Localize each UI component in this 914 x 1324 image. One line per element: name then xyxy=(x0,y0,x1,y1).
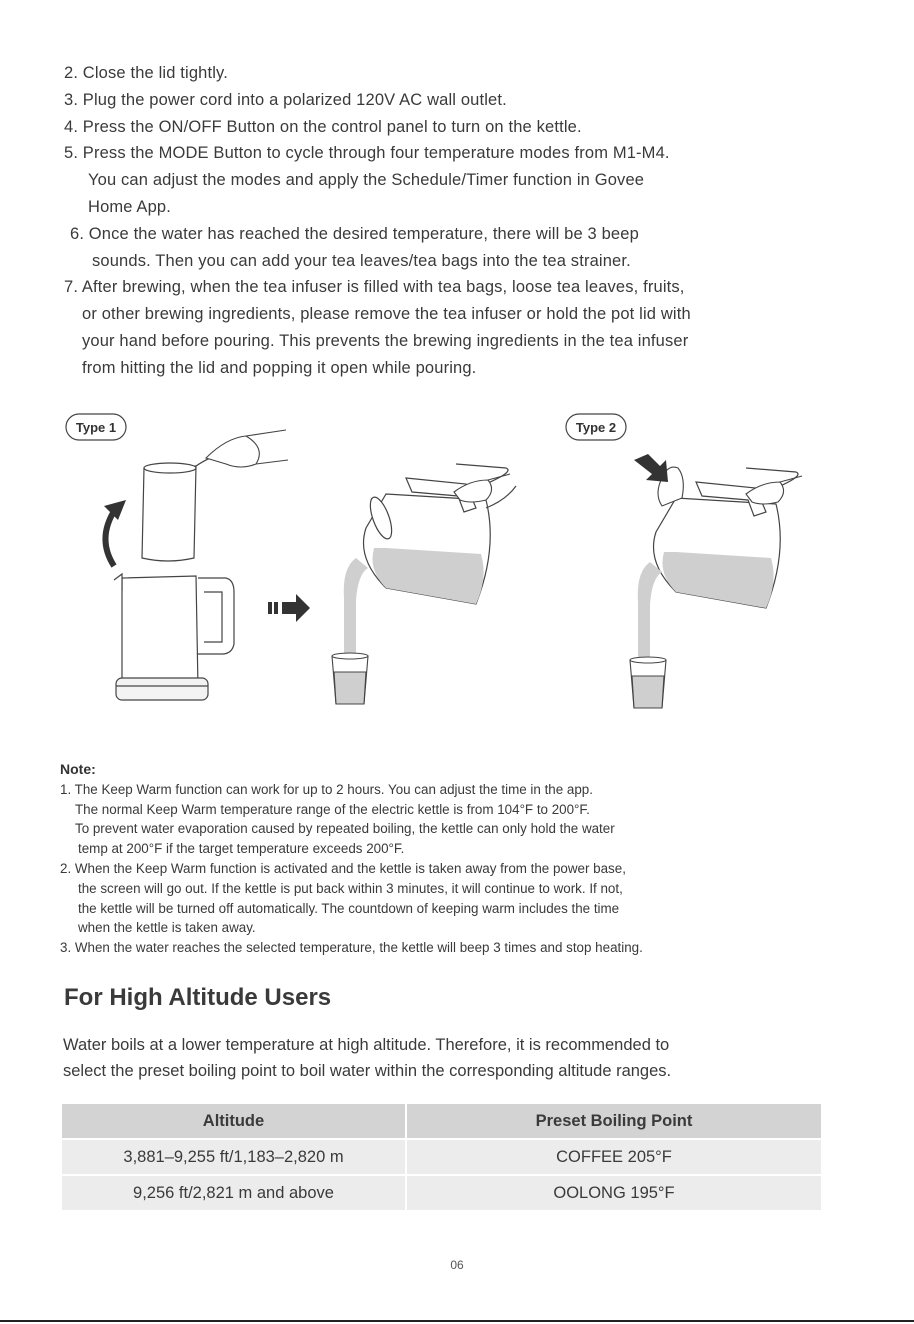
type2-label: Type 2 xyxy=(575,420,617,435)
type2-badge xyxy=(566,414,626,440)
step-line: from hitting the lid and popping it open while pouring. xyxy=(82,358,477,377)
altitude-column-header: Altitude xyxy=(62,1104,406,1139)
type1-badge xyxy=(66,414,126,440)
water-stream xyxy=(638,562,662,662)
step-line: 6. Once the water has reached the desired temperature, there will be 3 beep xyxy=(70,224,639,243)
curved-arrow-icon xyxy=(104,500,126,566)
step-line: 2. Close the lid tightly. xyxy=(64,64,228,82)
table-row xyxy=(62,1139,821,1175)
note-line: the screen will go out. If the kettle is put back within 3 minutes, it will continue to work. If not, xyxy=(78,880,623,896)
instruction-steps xyxy=(64,60,854,382)
altitude-description xyxy=(63,1032,853,1084)
glass-icon xyxy=(332,653,368,704)
note-line: 1. The Keep Warm function can work for up to 2 hours. You can adjust the time in the app. xyxy=(60,781,593,797)
note-title: Note: xyxy=(60,761,96,777)
step-line: 3. Plug the power cord into a polarized 120V AC wall outlet. xyxy=(64,90,507,109)
altitude-heading: For High Altitude Users xyxy=(64,984,332,1011)
note-line: when the kettle is taken away. xyxy=(78,920,256,936)
boiling-point-cell: COFFEE 205°F xyxy=(406,1139,821,1175)
hand-icon xyxy=(206,430,288,467)
step-line: sounds. Then you can add your tea leaves/tea bags into the tea strainer. xyxy=(92,251,631,270)
table-header-row xyxy=(62,1104,821,1139)
pouring-kettle-icon xyxy=(364,464,517,604)
note-line: 2. When the Keep Warm function is activated and the kettle is taken away from the power base, xyxy=(60,860,626,876)
altitude-cell: 3,881–9,255 ft/1,183–2,820 m xyxy=(62,1139,406,1175)
step-line: or other brewing ingredients, please remove the tea infuser or hold the pot lid with xyxy=(82,305,691,324)
step-line: 5. Press the MODE Button to cycle through four temperature modes from M1-M4. xyxy=(64,144,670,163)
kettle-icon xyxy=(114,574,234,700)
water-stream xyxy=(344,558,368,658)
boiling-point-column-header: Preset Boiling Point xyxy=(406,1104,821,1139)
note-line: 3. When the water reaches the selected temperature, the kettle will beep 3 times and stop heating. xyxy=(60,940,643,956)
note-line: The normal Keep Warm temperature range of the electric kettle is from 104°F to 200°F. xyxy=(75,801,590,817)
step-line: your hand before pouring. This prevents the brewing ingredients in the tea infuser xyxy=(82,331,689,350)
step-line: 4. Press the ON/OFF Button on the control panel to turn on the kettle. xyxy=(64,117,582,136)
altitude-table xyxy=(62,1104,821,1212)
step-line: Home App. xyxy=(88,197,171,216)
note-section xyxy=(60,760,860,958)
next-arrow-icon xyxy=(268,594,310,622)
bottom-divider xyxy=(0,1320,914,1322)
altitude-text-line: select the preset boiling point to boil water within the corresponding altitude ranges. xyxy=(63,1062,672,1080)
kettle-illustration-svg xyxy=(56,408,846,728)
glass-icon xyxy=(630,657,666,708)
step-line: 7. After brewing, when the tea infuser is filled with tea bags, loose tea leaves, fruits, xyxy=(64,278,685,297)
kettle-illustration xyxy=(56,408,846,728)
table-row xyxy=(62,1175,821,1211)
type1-label: Type 1 xyxy=(75,420,117,435)
note-line: the kettle will be turned off automatically. The countdown of keeping warm includes the time xyxy=(78,900,620,916)
note-line: To prevent water evaporation caused by repeated boiling, the kettle can only hold the water xyxy=(75,821,615,837)
tea-infuser-icon xyxy=(142,456,216,561)
step-line: You can adjust the modes and apply the Schedule/Timer function in Govee xyxy=(88,171,645,190)
altitude-cell: 9,256 ft/2,821 m and above xyxy=(62,1175,406,1211)
page-number: 06 xyxy=(450,1258,464,1272)
altitude-text-line: Water boils at a lower temperature at high altitude. Therefore, it is recommended to xyxy=(63,1036,670,1054)
boiling-point-cell: OOLONG 195°F xyxy=(406,1175,821,1211)
press-arrow-icon xyxy=(634,454,668,482)
note-line: temp at 200°F if the target temperature exceeds 200°F. xyxy=(78,841,405,857)
